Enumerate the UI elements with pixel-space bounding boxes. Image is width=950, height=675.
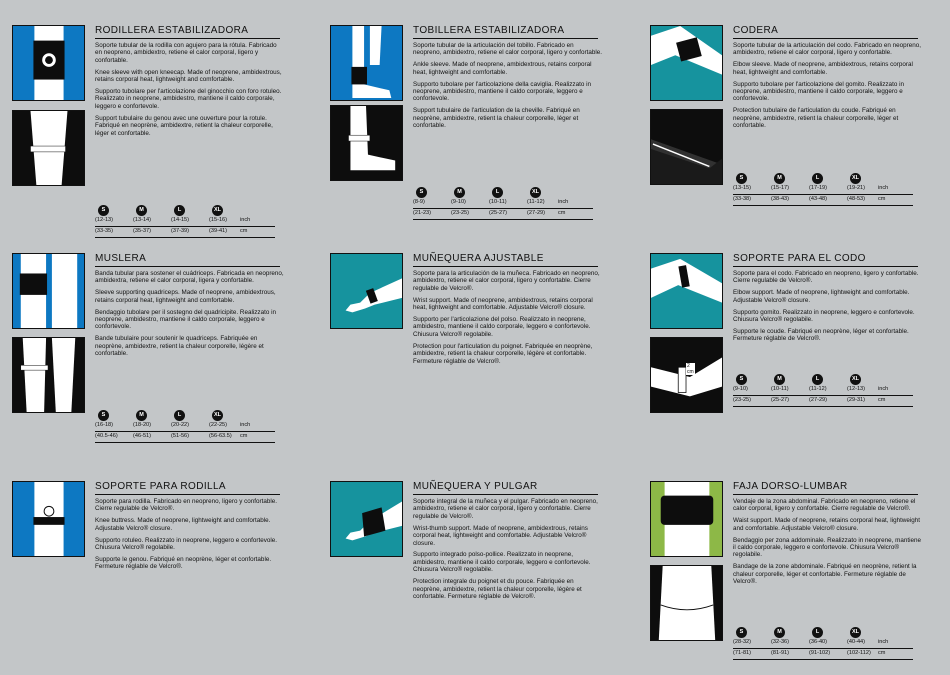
description-paragraph: Knee sleeve with open kneecap. Made of neoprene, ambidextrous, retains corporal heat, lightweight and comfortable.	[95, 68, 282, 84]
product-description	[733, 498, 923, 590]
description-paragraph: Wrist-thumb support. Made of neoprene, ambidextrous, retains corporal heat, lightweight and comfortable. Adjustable Velcro® closure.	[413, 524, 588, 547]
size-s-icon: S	[98, 410, 109, 421]
product-title: FAJA DORSO-LUMBAR	[733, 481, 918, 495]
product-title: RODILLERA ESTABILIZADORA	[95, 25, 280, 39]
size-s-icon: S	[98, 205, 109, 216]
size-cm-row	[733, 196, 923, 205]
size-divider	[733, 648, 913, 649]
size-inch-value: (22-25)	[209, 422, 228, 428]
size-icons-row	[733, 627, 923, 639]
elbow-strap-measure-icon	[650, 337, 723, 413]
elbow-measure-icon	[650, 109, 723, 185]
size-l-icon: L	[812, 173, 823, 184]
size-l-icon: L	[174, 205, 185, 216]
description-paragraph: Supporto tubolare per l'articolazione della caviglia. Realizzato in neoprene, ambidestro, mantiene il caldo corporale, leggero e confortevole.	[413, 80, 591, 103]
size-table	[95, 410, 285, 442]
size-inch-value: (13-14)	[133, 217, 152, 223]
size-divider	[413, 208, 593, 209]
size-table	[95, 205, 285, 237]
size-icons-row	[95, 410, 285, 422]
size-icons-row	[733, 374, 923, 386]
size-xl-icon: XL	[850, 374, 861, 385]
size-cm-value: (33-38)	[733, 196, 752, 202]
size-xl-icon: XL	[212, 205, 223, 216]
knee-sleeve-icon	[12, 25, 85, 101]
description-paragraph: Knee buttress. Made of neoprene, lightweight and comfortable. Adjustable Velcro® closure.	[95, 517, 271, 532]
size-icons-row	[95, 205, 285, 217]
size-divider	[95, 237, 275, 238]
size-table	[733, 173, 923, 205]
size-inch-value: (18-20)	[133, 422, 152, 428]
size-inch-value: (10-11)	[489, 199, 507, 205]
description-paragraph: Sleeve supporting quadriceps. Made of neoprene, ambidextrous, retains corporal heat, lightweight and comfortable.	[95, 289, 276, 304]
size-inch-value: (12-13)	[847, 386, 866, 392]
product-title: SOPORTE PARA RODILLA	[95, 481, 280, 495]
description-paragraph: Ankle sleeve. Made of neoprene, ambidextrous, retains corporal heat, lightweight and comfortable.	[413, 61, 592, 76]
product-title: MUÑEQUERA AJUSTABLE	[413, 253, 598, 267]
size-cm-value: (71-81)	[733, 650, 752, 656]
size-inch-value: (15-17)	[771, 185, 790, 191]
unit-inch: inch	[878, 386, 889, 392]
size-inch-value: (17-19)	[809, 185, 828, 191]
product-title: TOBILLERA ESTABILIZADORA	[413, 25, 598, 39]
description-paragraph: Elbow support. Made of neoprene, lightweight and comfortable. Adjustable Velcro® closure.	[733, 289, 910, 304]
waist-measure-icon	[650, 565, 723, 641]
product-title: MUSLERA	[95, 253, 280, 267]
product-description	[95, 498, 285, 575]
size-cm-value: (81-91)	[771, 650, 790, 656]
description-paragraph: Vendaje de la zona abdominal. Fabricado en neopreno, retiene el calor corporal, ligero y confortable. Cierre regulable de Velcro®.	[733, 498, 916, 513]
size-cm-value: (102-112)	[847, 650, 871, 656]
description-paragraph: Soporte tubular de la articulación del codo. Fabricado en neopreno, ambidextro, retiene el calor corporal, ligero y confortable.	[733, 42, 921, 57]
ankle-measure-icon	[330, 105, 403, 181]
size-inch-value: (32-36)	[771, 639, 790, 645]
measure-label: 2 cm	[687, 363, 694, 375]
size-divider	[733, 406, 913, 407]
size-inch-value: (13-15)	[733, 185, 752, 191]
unit-cm: cm	[878, 397, 886, 403]
waist-support-icon	[650, 481, 723, 557]
size-cm-value: (25-27)	[489, 210, 508, 216]
size-inch-value: (9-10)	[733, 386, 748, 392]
size-s-icon: S	[736, 173, 747, 184]
unit-inch: inch	[878, 639, 889, 645]
size-inch-value: (14-15)	[171, 217, 190, 223]
product-description	[95, 270, 285, 362]
size-icons-row	[733, 173, 923, 185]
wrist-thumb-icon	[330, 481, 403, 557]
size-m-icon: M	[774, 374, 785, 385]
size-inch-value: (9-10)	[451, 199, 466, 205]
size-divider	[733, 205, 913, 206]
size-inch-value: (16-18)	[95, 422, 114, 428]
size-table	[413, 187, 603, 219]
unit-cm: cm	[878, 650, 886, 656]
size-inch-row	[95, 422, 285, 431]
size-s-icon: S	[736, 374, 747, 385]
knee-measure-icon	[12, 110, 85, 186]
size-xl-icon: XL	[850, 627, 861, 638]
size-m-icon: M	[136, 410, 147, 421]
description-paragraph: Supporto per l'articolazione del polso. Realizzato in neoprene, ambidestro, mantiene il caldo corporale, leggero e confortevole. Chiusura Velcro® regolabile.	[413, 316, 591, 338]
size-divider	[733, 395, 913, 396]
size-divider	[733, 659, 913, 660]
size-inch-value: (12-13)	[95, 217, 114, 223]
description-paragraph: Bendaggio per zona addominale. Realizzato in neoprene, mantiene il caldo corporale, leggero e confortevole. Chiusura Velcro® regolabile.	[733, 536, 921, 559]
unit-cm: cm	[878, 196, 886, 202]
size-l-icon: L	[812, 374, 823, 385]
description-paragraph: Protection pour l'articulation du poignet. Fabriquée en neoprène, ambidextre, retient la chaleur corporelle, légère et confortable. Fermeture réglable de Velcro®.	[413, 342, 593, 365]
description-paragraph: Bande tubulaire pour soutenir le quadriceps. Fabriquée en neoprène, ambidextre, retient la chaleur corporelle, légère et confortable.	[95, 335, 264, 358]
product-title: MUÑEQUERA Y PULGAR	[413, 481, 598, 495]
elbow-sleeve-icon	[650, 25, 723, 101]
description-paragraph: Supporte le genou. Fabriqué en neoprène, léger et confortable. Fermeture réglable de Velcro®.	[95, 555, 272, 571]
size-l-icon: L	[174, 410, 185, 421]
description-paragraph: Protection integrale du poignet et du pouce. Fabriquée en neoprène, ambidextre, retient la chaleur corporelle, légère et confortable. Fermeture réglable de Velcro®.	[413, 578, 582, 600]
description-paragraph: Bendaggio tubolare per il sostegno del quadricipite. Realizzato in neoprene, ambidestro, mantiene il caldo corporale, leggero e confortevole.	[95, 308, 276, 331]
unit-inch: inch	[878, 185, 889, 191]
size-cm-value: (23-25)	[733, 397, 752, 403]
size-inch-value: (28-32)	[733, 639, 752, 645]
size-inch-value: (10-11)	[771, 386, 789, 392]
product-description	[733, 270, 923, 347]
product-title: SOPORTE PARA EL CODO	[733, 253, 918, 267]
unit-inch: inch	[240, 217, 251, 223]
description-paragraph: Wrist support. Made of neoprene, ambidextrous, retains corporal heat, lightweight and comfortable. Adjustable Velcro® closure.	[413, 296, 593, 312]
size-cm-row	[733, 397, 923, 406]
size-cm-value: (38-43)	[771, 196, 790, 202]
size-xl-icon: XL	[212, 410, 223, 421]
size-divider	[95, 431, 275, 432]
size-inch-value: (11-12)	[527, 199, 545, 205]
size-inch-row	[733, 386, 923, 395]
product-description	[95, 42, 285, 141]
size-cm-value: (46-51)	[133, 433, 152, 439]
size-inch-row	[413, 199, 603, 208]
size-divider	[95, 226, 275, 227]
knee-strap-icon	[12, 481, 85, 557]
size-xl-icon: XL	[850, 173, 861, 184]
description-paragraph: Bandage de la zone abdominale. Fabriqué en neoprène, retient la chaleur corporelle, léger et confortable. Fermeture réglable de Velcro®.	[733, 563, 917, 586]
size-l-icon: L	[492, 187, 503, 198]
description-paragraph: Support tubulaire du genou avec une ouverture pour la rotule. Fabriqué en neoprène, ambidextre, retient la chaleur corporelle, léger et confortable.	[95, 114, 273, 137]
ankle-sleeve-icon	[330, 25, 403, 101]
description-paragraph: Waist support. Made of neoprene, retains corporal heat, lightweight and comfortable. Adjustable Velcro® closure.	[733, 517, 921, 532]
description-paragraph: Supporto gomito. Realizzato in neoprene, leggero e confortevole. Chiusura Velcro® regolabile.	[733, 308, 915, 324]
unit-inch: inch	[558, 199, 569, 205]
unit-inch: inch	[240, 422, 251, 428]
size-cm-row	[413, 210, 603, 219]
size-inch-value: (8-9)	[413, 199, 425, 205]
elbow-strap-icon	[650, 253, 723, 329]
size-m-icon: M	[774, 627, 785, 638]
product-title: CODERA	[733, 25, 918, 39]
size-inch-value: (11-12)	[809, 386, 827, 392]
size-cm-value: (27-29)	[809, 397, 828, 403]
wrist-support-icon	[330, 253, 403, 329]
description-paragraph: Banda tubular para sostener el cuádriceps. Fabricada en neopreno, ambidextra, retiene el calor corporal, ligera y confortable.	[95, 270, 284, 285]
size-s-icon: S	[736, 627, 747, 638]
unit-cm: cm	[240, 228, 248, 234]
size-cm-row	[733, 650, 923, 659]
size-cm-row	[95, 433, 285, 442]
size-inch-row	[733, 185, 923, 194]
size-cm-value: (27-29)	[527, 210, 546, 216]
size-cm-value: (43-48)	[809, 196, 828, 202]
size-cm-value: (48-53)	[847, 196, 866, 202]
size-inch-value: (36-40)	[809, 639, 828, 645]
size-m-icon: M	[136, 205, 147, 216]
description-paragraph: Soporte tubular de la rodilla con agujero para la rótula. Fabricado en neopreno, ambidextro, retiene el calor corporal, ligero y confortable.	[95, 42, 277, 64]
product-description	[413, 498, 603, 605]
size-icons-row	[413, 187, 603, 199]
description-paragraph: Supporto rotuleo. Realizzato in neoprene, leggero e confortevole. Chiusura Velcro® regolabile.	[95, 536, 278, 552]
size-cm-value: (37-39)	[171, 228, 190, 234]
description-paragraph: Elbow sleeve. Made of neoprene, ambidextrous, retains corporal heat, lightweight and comfortable.	[733, 61, 913, 76]
size-cm-value: (91-102)	[809, 650, 831, 656]
size-table	[733, 627, 923, 659]
product-description	[733, 42, 923, 134]
size-cm-value: (21-23)	[413, 210, 432, 216]
product-description	[413, 270, 603, 369]
description-paragraph: Protection tubulaire de l'articulation du coude. Fabriqué en neoprène, ambidextre, retient la chaleur corporelle, léger et confortable.	[733, 107, 899, 130]
size-inch-value: (19-21)	[847, 185, 866, 191]
size-cm-value: (33-35)	[95, 228, 114, 234]
thigh-sleeve-icon	[12, 253, 85, 329]
product-description	[413, 42, 603, 134]
size-table	[733, 374, 923, 406]
size-cm-value: (40.5-46)	[95, 433, 118, 439]
size-cm-row	[95, 228, 285, 237]
size-m-icon: M	[774, 173, 785, 184]
size-cm-value: (56-63.5)	[209, 433, 232, 439]
size-divider	[733, 194, 913, 195]
description-paragraph: Supporte le coude. Fabriqué en neoprène, léger et confortable. Fermeture réglable de Velcro®.	[733, 327, 909, 343]
size-cm-value: (35-37)	[133, 228, 152, 234]
size-cm-value: (23-25)	[451, 210, 470, 216]
size-s-icon: S	[416, 187, 427, 198]
size-inch-row	[95, 217, 285, 226]
size-inch-value: (20-22)	[171, 422, 190, 428]
size-inch-row	[733, 639, 923, 648]
size-divider	[413, 219, 593, 220]
thigh-measure-icon	[12, 337, 85, 413]
description-paragraph: Supporto integrado polso-pollice. Realizzato in neoprene, ambidestro, mantiene il caldo corporale, leggero e confortevole. Chiusura Velcro® regolabile.	[413, 551, 591, 574]
description-paragraph: Soporte para rodilla. Fabricado en neopreno, ligero y confortable. Cierre regulable de Velcro®.	[95, 498, 278, 513]
description-paragraph: Support tubulaire de l'articulation de la cheville. Fabriqué en neoprène, ambidextre, retient la chaleur corporelle, léger et confortable.	[413, 107, 580, 130]
size-cm-value: (25-27)	[771, 397, 790, 403]
description-paragraph: Soporte para la articulación de la muñeca. Fabricado en neopreno, ambidextro, retiene el calor corporal, ligero y confortable. Cierre regulable de Velcro®.	[413, 270, 600, 292]
unit-cm: cm	[558, 210, 566, 216]
size-inch-value: (40-44)	[847, 639, 866, 645]
description-paragraph: Supporto tubolare per l'articolazione del gomito. Realizzato in neoprene, ambidestro, mantiene il caldo corporale, leggero e confortevole.	[733, 80, 904, 103]
description-paragraph: Soporte integral de la muñeca y el pulgar. Fabricado en neopreno, ambidextro, retiene el calor corporal, ligero y confortable. Cierre regulable de Velcro®.	[413, 498, 598, 520]
size-inch-value: (15-16)	[209, 217, 228, 223]
size-l-icon: L	[812, 627, 823, 638]
description-paragraph: Soporte para el codo. Fabricado en neopreno, ligero y confortable. Cierre regulable de Velcro®.	[733, 270, 919, 285]
size-m-icon: M	[454, 187, 465, 198]
size-cm-value: (51-56)	[171, 433, 190, 439]
size-xl-icon: XL	[530, 187, 541, 198]
size-cm-value: (29-31)	[847, 397, 866, 403]
size-divider	[95, 442, 275, 443]
description-paragraph: Supporto tubolare per l'articolazione del ginocchio con foro rotuleo. Realizzato in neoprene, ambidestro, mantiene il caldo corporale, leggero e confortevole.	[95, 88, 282, 110]
description-paragraph: Soporte tubular de la articulación del tobillo. Fabricado en neopreno, ambidextro, retiene el calor corporal, ligero y confortable.	[413, 42, 603, 57]
unit-cm: cm	[240, 433, 248, 439]
size-cm-value: (39-41)	[209, 228, 228, 234]
